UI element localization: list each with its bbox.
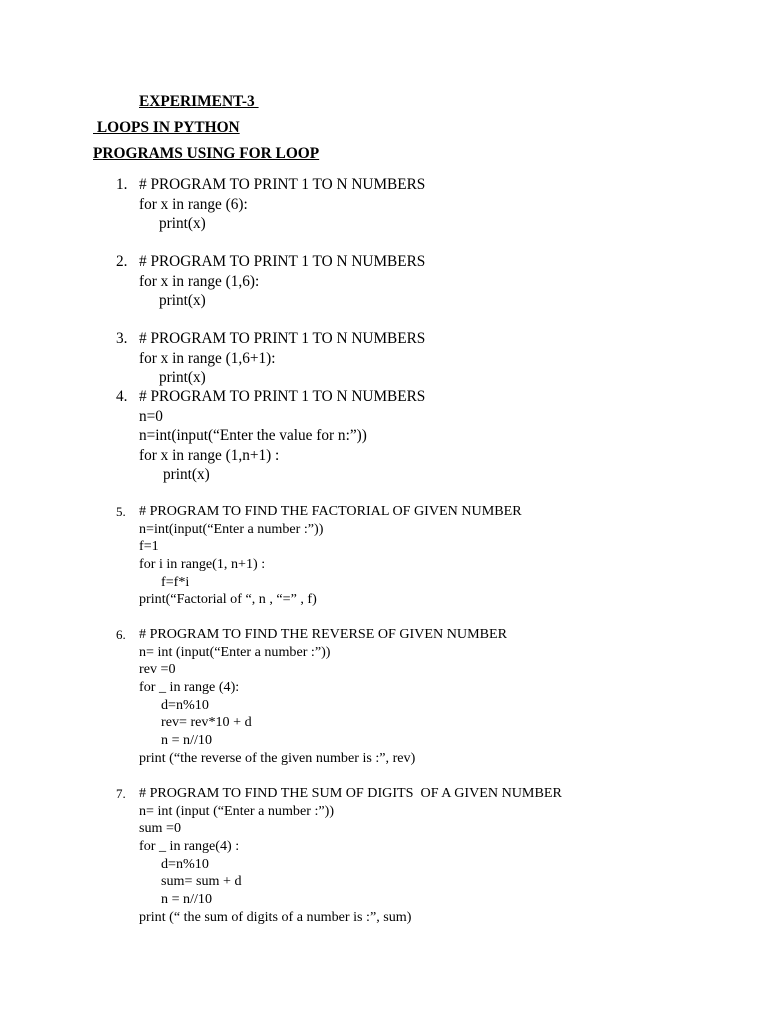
program-number: 1.: [116, 176, 128, 193]
code-line: n=0: [139, 407, 163, 425]
program-5: [0, 503, 700, 609]
code-line: for x in range (1,6):: [139, 272, 260, 290]
code-line: print (“the reverse of the given number is :”, rev): [139, 749, 416, 766]
program-comment: # PROGRAM TO PRINT 1 TO N NUMBERS: [139, 388, 426, 405]
program-number: 3.: [116, 330, 128, 347]
code-line: f=1: [139, 538, 159, 555]
code-line: f=f*i: [161, 573, 190, 590]
program-comment: # PROGRAM TO FIND THE FACTORIAL OF GIVEN NUMBER: [139, 503, 522, 519]
code-line: n= int (input (“Enter a number :”)): [139, 802, 335, 819]
code-line: sum =0: [139, 820, 182, 837]
program-comment: # PROGRAM TO PRINT 1 TO N NUMBERS: [139, 253, 426, 270]
section-heading: PROGRAMS USING FOR LOOP: [93, 145, 320, 162]
code-line: print(x): [163, 466, 210, 483]
program-number: 5.: [116, 504, 126, 519]
code-line: rev= rev*10 + d: [161, 714, 252, 731]
code-line: sum= sum + d: [161, 873, 242, 890]
program-6: [0, 626, 700, 767]
code-line: print(x): [159, 369, 206, 386]
code-line: d=n%10: [161, 855, 209, 872]
code-line: print (“ the sum of digits of a number is :”, sum): [139, 908, 412, 925]
code-line: rev =0: [139, 661, 176, 678]
program-comment: # PROGRAM TO FIND THE REVERSE OF GIVEN NUMBER: [139, 626, 508, 642]
code-line: for _ in range (4):: [139, 678, 240, 695]
program-4: [0, 387, 700, 485]
code-line: for x in range (6):: [139, 195, 248, 213]
program-3: [0, 329, 700, 388]
program-number: 2.: [116, 253, 128, 270]
experiment-title: EXPERIMENT-3: [139, 93, 259, 110]
code-line: print(“Factorial of “, n , “=” , f): [139, 591, 317, 608]
code-line: for x in range (1,6+1):: [139, 349, 276, 367]
program-number: 6.: [116, 627, 126, 642]
code-line: print(x): [159, 215, 206, 232]
program-7: [0, 785, 700, 926]
code-line: n=int(input(“Enter a number :”)): [139, 520, 324, 537]
program-comment: # PROGRAM TO PRINT 1 TO N NUMBERS: [139, 176, 426, 193]
code-line: for i in range(1, n+1) :: [139, 555, 266, 572]
topic-heading: LOOPS IN PYTHON: [93, 119, 240, 136]
program-number: 7.: [116, 786, 126, 801]
program-comment: # PROGRAM TO PRINT 1 TO N NUMBERS: [139, 330, 426, 347]
program-comment: # PROGRAM TO FIND THE SUM OF DIGITS OF A GIVEN NUMBER: [139, 785, 562, 801]
program-2: [0, 252, 700, 311]
program-1: [0, 175, 700, 234]
code-line: n = n//10: [161, 731, 213, 748]
code-line: n= int (input(“Enter a number :”)): [139, 643, 331, 660]
code-line: for x in range (1,n+1) :: [139, 446, 280, 464]
code-line: n=int(input(“Enter the value for n:”)): [139, 427, 367, 444]
code-line: n = n//10: [161, 890, 213, 907]
code-line: for _ in range(4) :: [139, 837, 240, 854]
code-line: print(x): [159, 292, 206, 309]
code-line: d=n%10: [161, 696, 209, 713]
program-number: 4.: [116, 388, 128, 405]
